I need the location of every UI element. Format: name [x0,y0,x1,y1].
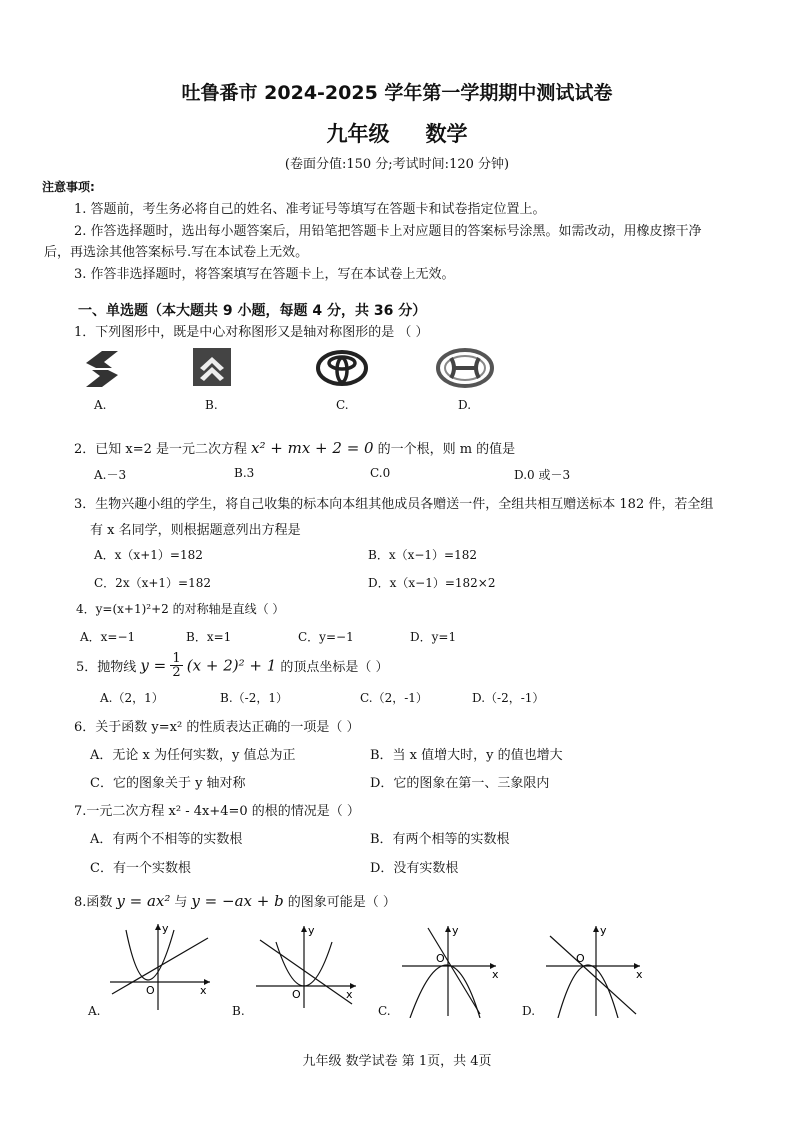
page-footer: 九年级 数学试卷 第 1页，共 4页 [302,1054,492,1069]
axis-x-label: x [492,968,499,981]
question-7: 7.一元二次方程 x² - 4x+4=0 的根的情况是（ ） [74,804,360,819]
q1-option-a: A. [94,398,107,412]
q4-option-a: A．x=−1 [80,630,136,644]
q6-option-b: B．当 x 值增大时，y 的值也增大 [370,748,563,763]
q8-graph-b [254,922,364,1010]
notes-heading: 注意事项: [42,180,95,194]
question-6: 6．关于函数 y=x² 的性质表达正确的一项是（ ） [74,720,360,735]
exam-info: (卷面分值:150 分;考试时间:120 分钟) [284,157,510,172]
q8-option-d: D. [522,1004,536,1018]
q8-option-a: A. [88,1004,101,1018]
q5-option-b: B.（-2，1） [220,691,288,705]
q8-option-b: B. [232,1004,245,1018]
q5-stem-a: 5．抛物线 [76,660,137,675]
axis-x-label: x [346,988,353,1001]
q8-graph-c [400,922,508,1018]
citroen-logo-icon [193,348,231,386]
q3-option-c: C．2x（x+1）=182 [94,576,212,590]
section-title: 一、单选题（本大题共 9 小题，每题 4 分，共 36 分） [78,303,427,319]
q5-fraction [170,652,182,679]
q2-stem-a: 2．已知 x=2 是一元二次方程 [74,442,248,457]
note-item: 3. 作答非选择题时，将答案填写在答题卡上，写在本试卷上无效。 [74,267,455,282]
question-5 [76,652,389,679]
q1-option-b: B. [205,398,218,412]
exam-title: 吐鲁番市 2024-2025 学年第一学期期中测试试卷 [181,82,613,104]
q6-option-c: C．它的图象关于 y 轴对称 [90,776,246,791]
q4-option-d: D．y=1 [410,630,457,644]
q2-stem-b: 的一个根，则 m 的值是 [377,442,516,457]
question-4: 4．y=(x+1)²+2 的对称轴是直线（ ） [76,602,285,616]
axis-x-label: x [200,984,207,997]
q5-func-rhs: (x + 2)² + 1 [186,656,277,675]
q5-frac-num: 1 [172,651,181,666]
q6-option-a: A．无论 x 为任何实数，y 值总为正 [90,748,296,763]
grade-label: 九年级 [326,122,390,146]
q5-option-d: D.（-2，-1） [472,691,545,705]
note-item: 2. 作答选择题时，选出每小题答案后，用铅笔把答题卡上对应题目的答案标号涂黑。如需改动，用橡皮擦干净 [74,224,702,239]
axis-y-label: y [308,924,315,937]
q8-stem-b: 的图象可能是（ ） [287,895,396,910]
question-2 [74,438,515,457]
q2-equation: x² + mx + 2 = 0 [251,439,374,457]
question-1: 1．下列图形中，既是中心对称图形又是轴对称图形的是 （ ） [74,325,429,340]
q6-option-d: D．它的图象在第一、三象限内 [370,776,550,791]
q3-option-a: A．x（x+1）=182 [94,548,203,562]
origin-label: O [146,984,155,997]
q7-option-d: D．没有实数根 [370,861,459,876]
q8-function-2: y = −ax + b [191,892,284,910]
q1-option-c: C. [336,398,349,412]
q5-stem-b: 的顶点坐标是（ ） [280,660,389,675]
grade-subject [0,118,794,148]
subject-label: 数学 [425,122,468,146]
note-item: 后，再选涂其他答案标号.写在本试卷上无效。 [44,245,309,260]
q2-option-c: C.0 [370,466,391,480]
q5-option-a: A.（2，1） [100,691,164,705]
q8-graph-d [544,922,652,1018]
q5-func-lhs: y = [140,656,167,675]
q8-option-c: C. [378,1004,391,1018]
origin-label: O [292,988,301,1001]
question-3-line2: 有 x 名同学，则根据题意列出方程是 [90,523,301,538]
axis-y-label: y [600,924,607,937]
axis-x-label: x [636,968,643,981]
q5-option-c: C.（2，-1） [360,691,428,705]
q8-graph-a [108,920,218,1012]
q8-stem-a: 8.函数 [74,895,113,910]
question-3-line1: 3．生物兴趣小组的学生，将自己收集的标本向本组其他成员各赠送一件，全组共相互赠送标本 182 件，若全组 [74,497,714,512]
q2-option-d: D.0 或－3 [514,468,571,482]
hino-logo-icon [436,348,494,388]
question-8 [74,891,396,910]
q8-function-1: y = ax² [116,892,171,910]
q1-option-d: D. [458,398,472,412]
q3-option-d: D．x（x−1）=182×2 [368,576,496,590]
note-item: 1. 答题前，考生务必将自己的姓名、准考证号等填写在答题卡和试卷指定位置上。 [74,202,546,217]
q2-option-b: B.3 [234,466,255,480]
q7-option-c: C．有一个实数根 [90,861,191,876]
q3-option-b: B．x（x−1）=182 [368,548,478,562]
axis-y-label: y [162,922,169,935]
axis-y-label: y [452,924,459,937]
origin-label: O [576,952,585,965]
q8-stem-mid: 与 [174,895,188,910]
q2-option-a: A.－3 [94,468,127,482]
q7-option-b: B．有两个相等的实数根 [370,832,510,847]
q5-frac-den: 2 [172,665,181,680]
q7-option-a: A．有两个不相等的实数根 [90,832,243,847]
suzuki-logo-icon [82,349,122,389]
origin-label: O [436,952,445,965]
q4-option-c: C．y=−1 [298,630,354,644]
toyota-logo-icon [316,350,368,386]
q4-option-b: B．x=1 [186,630,232,644]
